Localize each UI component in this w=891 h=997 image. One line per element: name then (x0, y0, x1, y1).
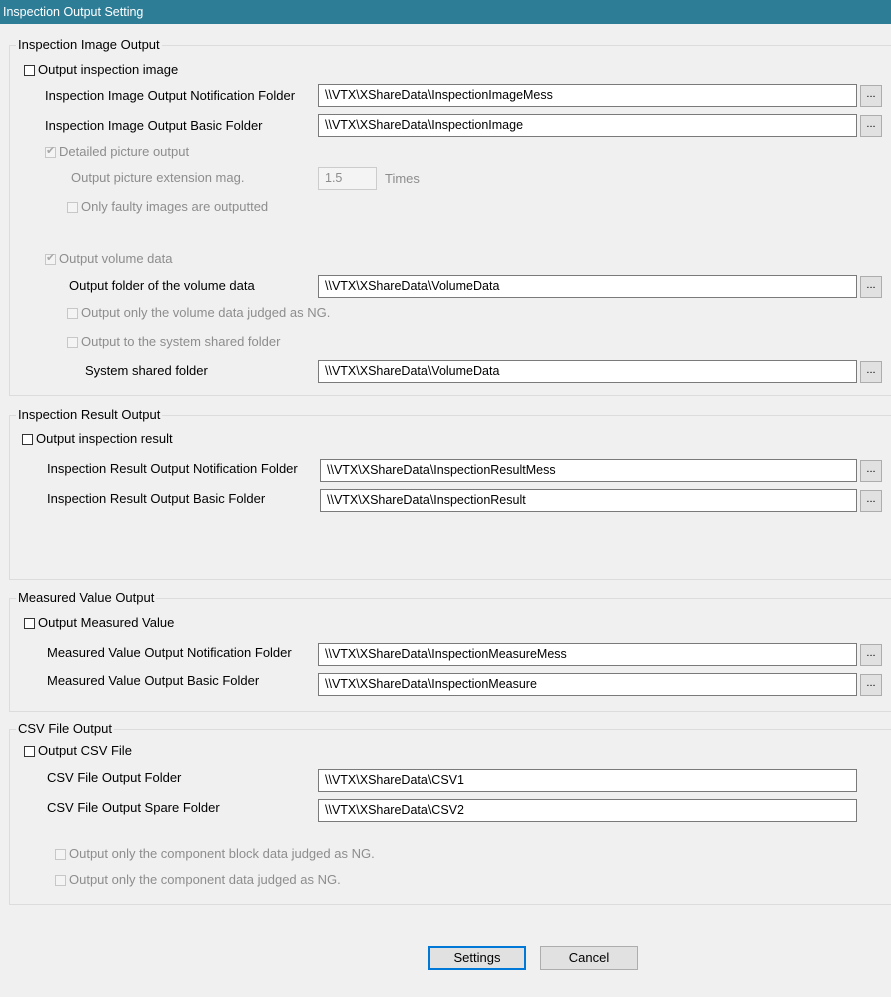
checkbox-box[interactable] (55, 875, 66, 886)
system-shared-folder-input[interactable]: \\VTX\XShareData\VolumeData (318, 360, 857, 383)
extension-mag-label: Output picture extension mag. (71, 170, 245, 185)
volume-folder-browse-button[interactable]: ... (860, 276, 882, 298)
output-inspection-image-checkbox[interactable] (24, 62, 178, 78)
checkbox-box[interactable] (67, 337, 78, 348)
measured-notification-folder-input[interactable]: \\VTX\XShareData\InspectionMeasureMess (318, 643, 857, 666)
result-output-legend: Inspection Result Output (18, 407, 161, 422)
measured-basic-folder-input[interactable]: \\VTX\XShareData\InspectionMeasure (318, 673, 857, 696)
checkbox-box[interactable] (22, 434, 33, 445)
checkbox-label: Output only the volume data judged as NG. (81, 305, 331, 320)
image-basic-folder-label: Inspection Image Output Basic Folder (45, 118, 263, 133)
image-output-legend: Inspection Image Output (18, 37, 160, 52)
result-basic-folder-label: Inspection Result Output Basic Folder (47, 491, 266, 506)
result-basic-browse-button[interactable]: ... (860, 490, 882, 512)
extension-unit-label: Times (385, 171, 420, 186)
checkbox-box[interactable] (24, 618, 35, 629)
volume-folder-input[interactable]: \\VTX\XShareData\VolumeData (318, 275, 857, 298)
image-notification-folder-label: Inspection Image Output Notification Folder (45, 88, 296, 103)
system-shared-browse-button[interactable]: ... (860, 361, 882, 383)
checkbox-box[interactable] (45, 251, 56, 265)
checkbox-label: Output only the component block data judged as NG. (69, 846, 375, 861)
check-mark-icon: ✔ (46, 251, 56, 264)
checkbox-box[interactable] (67, 202, 78, 213)
measured-notification-folder-label: Measured Value Output Notification Folder (47, 645, 292, 660)
checkbox-box[interactable] (24, 746, 35, 757)
checkbox-box[interactable] (45, 144, 56, 158)
checkbox-label: Only faulty images are outputted (81, 199, 269, 214)
checkbox-label: Output volume data (59, 251, 173, 266)
checkbox-label: Output Measured Value (38, 615, 175, 630)
only-faulty-images-checkbox[interactable] (67, 199, 268, 215)
image-basic-folder-input[interactable]: \\VTX\XShareData\InspectionImage (318, 114, 857, 137)
check-mark-icon: ✔ (46, 144, 56, 157)
checkbox-box[interactable] (24, 65, 35, 76)
checkbox-label: Output inspection result (36, 431, 173, 446)
component-ng-only-checkbox[interactable] (55, 872, 341, 888)
result-basic-folder-input[interactable]: \\VTX\XShareData\InspectionResult (320, 489, 857, 512)
cancel-button[interactable]: Cancel (540, 946, 638, 970)
measured-basic-browse-button[interactable]: ... (860, 674, 882, 696)
image-notification-browse-button[interactable]: ... (860, 85, 882, 107)
measured-notification-browse-button[interactable]: ... (860, 644, 882, 666)
checkbox-label: Output inspection image (38, 62, 179, 77)
csv-folder-input[interactable]: \\VTX\XShareData\CSV1 (318, 769, 857, 792)
checkbox-box[interactable] (55, 849, 66, 860)
output-volume-data-checkbox[interactable] (45, 251, 172, 267)
result-notification-browse-button[interactable]: ... (860, 460, 882, 482)
output-inspection-result-checkbox[interactable] (22, 431, 173, 447)
measured-basic-folder-label: Measured Value Output Basic Folder (47, 673, 260, 688)
csv-spare-folder-input[interactable]: \\VTX\XShareData\CSV2 (318, 799, 857, 822)
checkbox-label: Output CSV File (38, 743, 132, 758)
system-shared-folder-checkbox[interactable] (67, 334, 280, 350)
image-notification-folder-input[interactable]: \\VTX\XShareData\InspectionImageMess (318, 84, 857, 107)
measured-output-legend: Measured Value Output (18, 590, 155, 605)
volume-ng-only-checkbox[interactable] (67, 305, 330, 321)
extension-mag-input[interactable]: 1.5 (318, 167, 377, 190)
window-title: Inspection Output Setting (0, 0, 891, 24)
output-csv-file-checkbox[interactable] (24, 743, 132, 759)
checkbox-label: Output only the component data judged as NG. (69, 872, 341, 887)
result-notification-folder-label: Inspection Result Output Notification Folder (47, 461, 298, 476)
volume-folder-label: Output folder of the volume data (69, 278, 255, 293)
block-ng-only-checkbox[interactable] (55, 846, 375, 862)
output-measured-value-checkbox[interactable] (24, 615, 174, 631)
csv-spare-folder-label: CSV File Output Spare Folder (47, 800, 220, 815)
detailed-picture-output-checkbox[interactable] (45, 144, 189, 160)
system-shared-folder-label: System shared folder (85, 363, 208, 378)
checkbox-label: Detailed picture output (59, 144, 190, 159)
checkbox-label: Output to the system shared folder (81, 334, 281, 349)
image-basic-browse-button[interactable]: ... (860, 115, 882, 137)
checkbox-box[interactable] (67, 308, 78, 319)
result-notification-folder-input[interactable]: \\VTX\XShareData\InspectionResultMess (320, 459, 857, 482)
csv-folder-label: CSV File Output Folder (47, 770, 182, 785)
csv-output-legend: CSV File Output (18, 721, 112, 736)
settings-button[interactable]: Settings (428, 946, 526, 970)
